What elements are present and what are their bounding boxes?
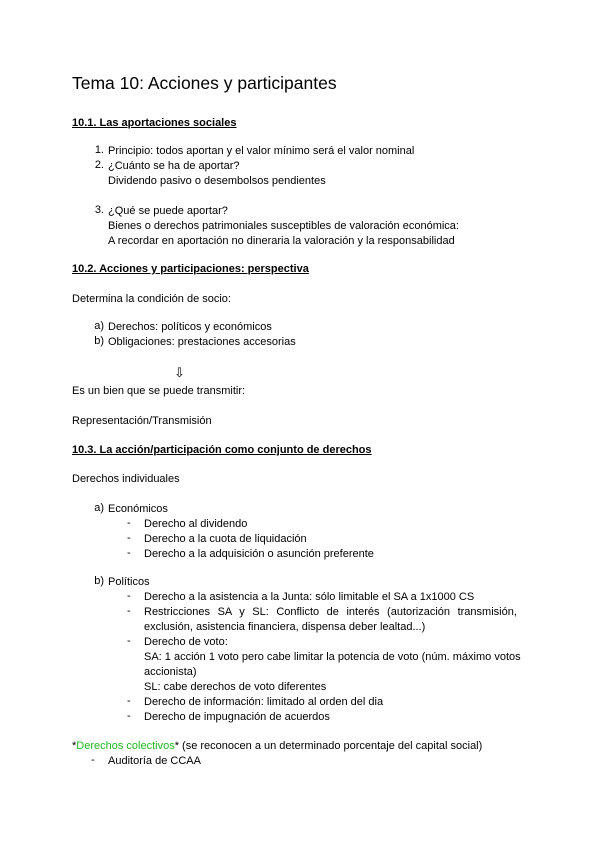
list-item-detail: Bienes o derechos patrimoniales susceptibles de valoración económica: [108,220,459,232]
bullet-dash: - [127,710,131,722]
list-number: 2. [94,159,104,171]
bullet-dash: - [127,695,131,707]
list-item: Auditoría de CCAA [108,755,201,767]
list-item: ¿Cuánto se ha de aportar? [108,160,240,172]
bullet-dash: - [127,635,131,647]
paragraph: Derechos individuales [72,473,180,485]
section-heading-10-3: 10.3. La acción/participación como conjunto de derechos [72,444,372,456]
highlighted-term: Derechos colectivos [76,740,175,752]
section-heading-10-1: 10.1. Las aportaciones sociales [72,117,237,129]
list-item: Políticos [108,576,150,588]
paragraph: Determina la condición de socio: [72,293,231,305]
sub-list-item: Derecho a la asistencia a la Junta: sólo limitable el SA a 1x1000 CS [144,591,475,603]
section-heading-10-2: 10.2. Acciones y participaciones: perspectiva [72,263,309,275]
list-item-detail: Dividendo pasivo o desembolsos pendientes [108,175,326,187]
asterisk: * [174,740,179,752]
paragraph: Es un bien que se puede transmitir: [72,385,246,397]
bullet-dash: - [127,590,131,602]
sub-list-item: Derecho de información: limitado al orden del dia [144,696,384,708]
sub-list-item-detail: SA: 1 acción 1 voto pero cabe limitar la potencia de voto (núm. máximo votos [144,651,521,663]
list-item: Derechos: políticos y económicos [108,321,272,333]
down-arrow-icon: ⇩ [174,365,185,380]
page-title: Tema 10: Acciones y participantes [72,73,337,93]
sub-list-item: Derecho de voto: [144,636,228,648]
sub-list-item-continuation: exclusión, asistencia financiera, dispensa deber lealtad...) [144,621,426,633]
sub-list-item: Derecho a la adquisición o asunción preferente [144,548,374,560]
sub-list-item: Restricciones SA y SL: Conflicto de interés (autorización transmisión, [144,606,517,618]
list-item: Obligaciones: prestaciones accesorias [108,336,296,348]
bullet-dash: - [127,547,131,559]
sub-list-item-detail: SL: cabe derechos de voto diferentes [144,681,327,693]
bullet-dash: - [127,517,131,529]
sub-list-item: Derecho a la cuota de liquidación [144,533,307,545]
list-item: Económicos [108,503,168,515]
list-letter: a) [94,502,104,514]
list-number: 3. [94,204,104,216]
bullet-dash: - [91,754,95,766]
paragraph: Representación/Transmisión [72,415,212,427]
bullet-dash: - [127,605,131,617]
asterisk: * [72,740,77,752]
paragraph-text: (se reconocen a un determinado porcentaje del capital social) [179,740,483,752]
colectivos-line [72,739,482,753]
list-letter: b) [94,575,104,587]
list-item: Principio: todos aportan y el valor mínimo será el valor nominal [108,145,415,157]
list-letter: a) [94,320,104,332]
list-letter: b) [94,335,104,347]
sub-list-item: Derecho al dividendo [144,518,248,530]
list-number: 1. [94,144,104,156]
bullet-dash: - [127,532,131,544]
sub-list-item-detail: accionista) [144,666,197,678]
sub-list-item: Derecho de impugnación de acuerdos [144,711,330,723]
list-item: ¿Qué se puede aportar? [108,205,228,217]
list-item-detail: A recordar en aportación no dineraria la valoración y la responsabilidad [108,235,455,247]
